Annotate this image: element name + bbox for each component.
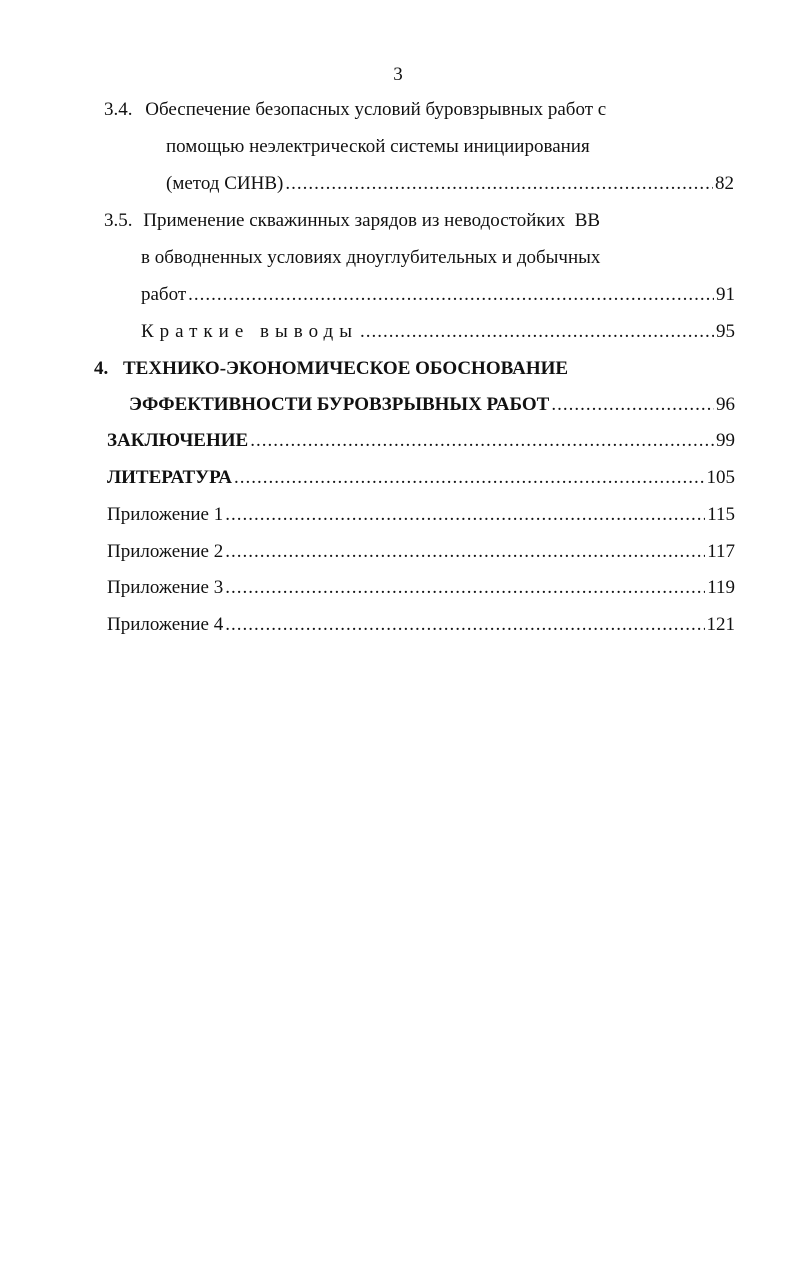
dot-leader [250,429,714,453]
page-ref: 82 [715,173,734,194]
appendix-title: Приложение 2 [107,541,224,562]
toc-entry-summary[interactable] [141,320,735,344]
toc-entry-appendix-1[interactable] [107,503,735,527]
toc-entry-3-5-line2 [141,246,600,270]
toc-entry-3-5-line3[interactable] [141,283,735,307]
literature-title: ЛИТЕРАТУРА [107,467,233,488]
dot-leader [225,540,705,564]
chapter-title-continued: ЭФФЕКТИВНОСТИ БУРОВЗРЫВНЫХ РАБОТ [129,394,550,415]
appendix-title: Приложение 4 [107,614,224,635]
section-title: Обеспечение безопасных условий буровзрывных работ с [145,99,607,120]
dot-leader [188,283,714,307]
page-ref: 99 [716,430,735,451]
page-ref: 105 [706,467,735,488]
toc-entry-3-5-line1 [104,209,600,233]
section-title-continued: помощью неэлектрической системы инициирования [166,136,590,157]
page-ref: 115 [707,504,735,525]
dot-leader [360,320,714,344]
conclusion-title: ЗАКЛЮЧЕНИЕ [107,430,249,451]
page-ref: 119 [707,577,735,598]
toc-entry-appendix-3[interactable] [107,576,735,600]
section-title-continued: в обводненных условиях дноуглубительных и добычных [141,247,601,268]
page-ref: 96 [716,394,735,415]
toc-entry-appendix-2[interactable] [107,540,735,564]
dot-leader [225,503,705,527]
appendix-title: Приложение 3 [107,577,224,598]
section-number: 3.5. [104,210,133,231]
dot-leader [234,466,704,490]
page-ref: 95 [716,321,735,342]
dot-leader [225,576,705,600]
toc-entry-3-4-line1 [104,98,606,122]
page-ref: 117 [707,541,735,562]
page-number: 3 [393,64,403,85]
summary-title: Краткие выводы [141,321,358,342]
toc-entry-literature[interactable] [107,466,735,490]
chapter-number: 4. [94,358,109,379]
toc-entry-appendix-4[interactable] [107,613,735,637]
page-ref: 91 [716,284,735,305]
section-number: 3.4. [104,99,133,120]
toc-entry-chapter-4-line1 [94,357,568,381]
section-title-continued: (метод СИНВ) [166,173,284,194]
toc-entry-conclusion[interactable] [107,429,735,453]
dot-leader [551,393,714,417]
appendix-title: Приложение 1 [107,504,224,525]
section-title: Применение скважинных зарядов из неводостойких ВВ [143,210,601,231]
toc-entry-chapter-4-line2[interactable] [129,393,735,417]
toc-entry-3-4-line3[interactable] [166,172,734,196]
dot-leader [225,613,704,637]
chapter-title: ТЕХНИКО-ЭКОНОМИЧЕСКОЕ ОБОСНОВАНИЕ [123,358,569,379]
dot-leader [285,172,713,196]
section-title-continued: работ [141,284,187,305]
page-ref: 121 [706,614,735,635]
toc-entry-3-4-line2 [166,135,590,159]
